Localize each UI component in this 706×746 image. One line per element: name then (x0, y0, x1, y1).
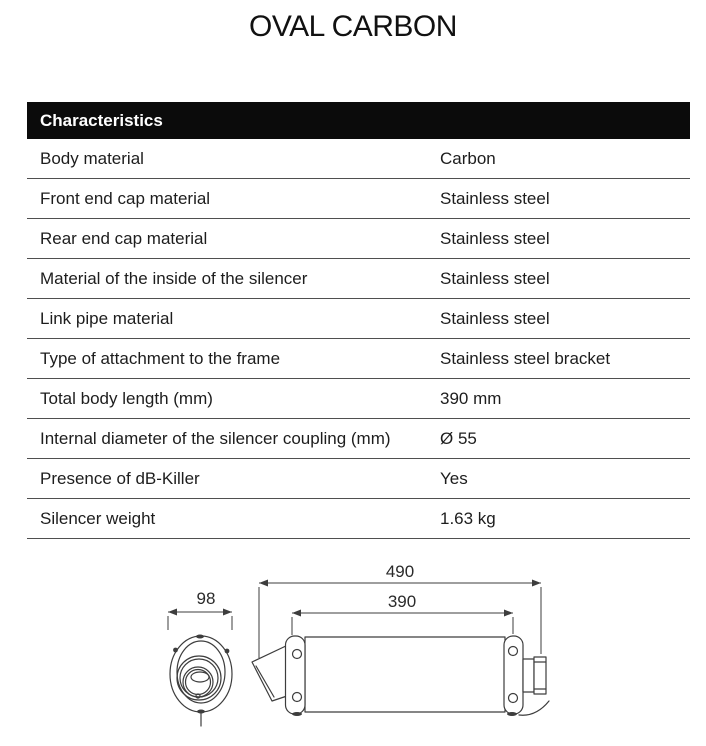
table-header: Characteristics (27, 102, 690, 139)
row-label: Material of the inside of the silencer (40, 268, 308, 288)
row-value: 390 mm (440, 388, 502, 408)
row-value: Stainless steel (440, 188, 550, 208)
row-label: Rear end cap material (40, 228, 208, 248)
rim-tab-bottom (197, 710, 205, 714)
table-row (27, 379, 690, 419)
row-label: Front end cap material (40, 188, 211, 208)
characteristics-table-body (27, 139, 690, 539)
silencer-side-view (252, 636, 549, 716)
table-row (27, 179, 690, 219)
rear-end-cap (504, 636, 523, 716)
rim-tab-right (225, 649, 230, 654)
rim-tab-top (196, 635, 204, 639)
table-row (27, 139, 690, 179)
silencer-body (305, 637, 505, 712)
dim-body-length-label: 390 (387, 592, 417, 611)
table-row (27, 459, 690, 499)
row-value: Yes (440, 468, 468, 488)
dimension-body-length (292, 592, 513, 635)
row-label: Body material (40, 148, 144, 168)
rim-tab-left (173, 648, 178, 653)
link-pipe (252, 645, 290, 701)
row-label: Total body length (mm) (40, 388, 213, 408)
row-label: Silencer weight (40, 508, 156, 528)
front-end-cap (286, 636, 306, 716)
silencer-front-view (170, 635, 232, 727)
row-value: Ø 55 (440, 428, 477, 448)
table-row (27, 499, 690, 539)
row-value: Stainless steel (440, 228, 550, 248)
dimension-front-width (168, 589, 232, 630)
page-title: OVAL CARBON (249, 10, 457, 43)
row-value: Stainless steel (440, 268, 550, 288)
row-value: Stainless steel (440, 308, 550, 328)
table-row (27, 339, 690, 379)
dim-front-width-label: 98 (196, 589, 216, 608)
row-value: Stainless steel bracket (440, 348, 611, 368)
row-label: Presence of dB-Killer (40, 468, 200, 488)
row-label: Type of attachment to the frame (40, 348, 281, 368)
dim-overall-length-label: 490 (385, 562, 415, 581)
table-row (27, 419, 690, 459)
table-row (27, 219, 690, 259)
outlet-pipe (523, 657, 546, 694)
row-label: Link pipe material (40, 308, 174, 328)
row-value: Carbon (440, 148, 496, 168)
characteristics-table (27, 102, 690, 539)
technical-drawing (0, 550, 706, 746)
row-value: 1.63 kg (440, 508, 496, 528)
table-row (27, 259, 690, 299)
row-label: Internal diameter of the silencer coupling (mm) (40, 428, 391, 448)
table-row (27, 299, 690, 339)
